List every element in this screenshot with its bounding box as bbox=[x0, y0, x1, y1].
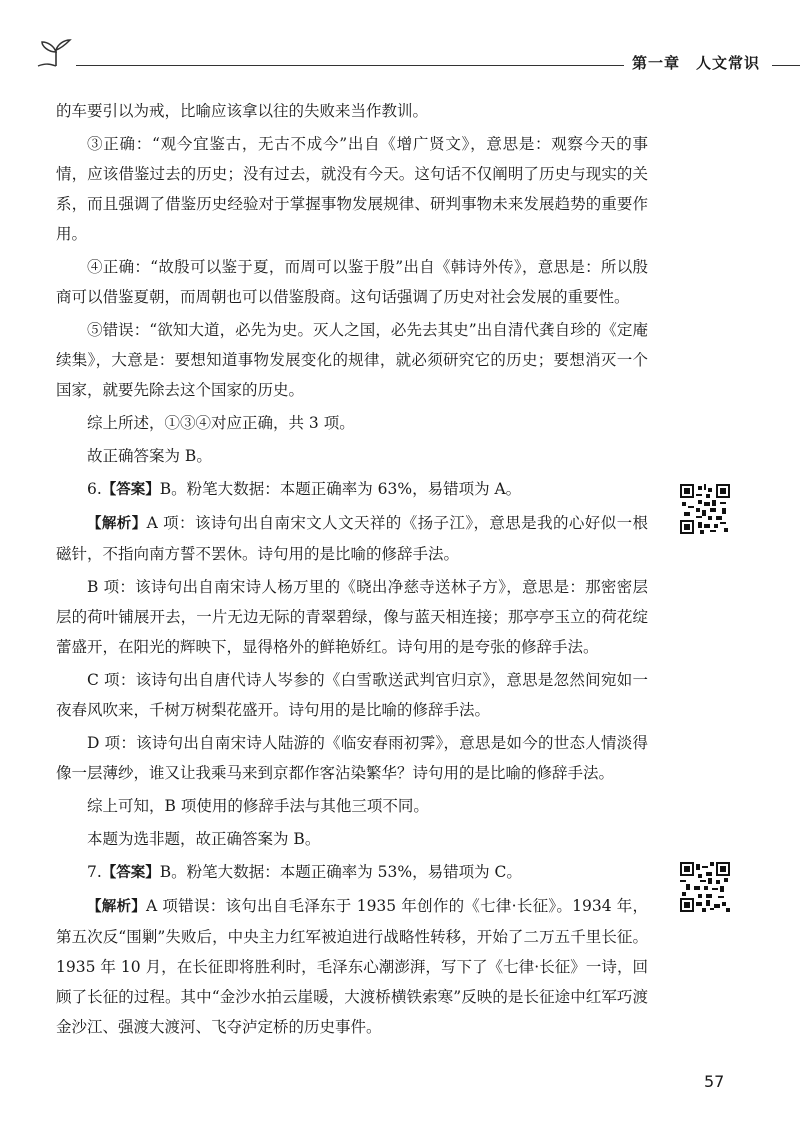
q7-analysis-a-text: A 项错误：该句出自毛泽东于 1935 年创作的《七律·长征》。1934 年，第五次反“围剿”失败后，中央主力红军被迫进行战略性转移，开始了二万五千里长征。1935 年 10 月，在长征即将胜利时，毛泽东心潮澎湃，写下了《七律·长征》一诗，回顾了长征的过程。其中“金沙水拍云崖暖，大渡桥横铁索寒”反映的是长征途中红军巧渡金沙江、强渡大渡河、飞夺泸定桥的历史事件。 bbox=[56, 897, 649, 1036]
chapter-title: 第一章 人文常识 bbox=[632, 54, 761, 72]
paragraph: ③正确：“观今宜鉴古，无古不成今”出自《增广贤文》，意思是：观察今天的事情，应该借鉴过去的历史；没有过去，就没有今天。这句话不仅阐明了历史与现实的关系，而且强调了借鉴历史经验对于掌握事物发展规律、研判事物未来发展趋势的重要作用。 bbox=[56, 135, 648, 243]
q6-number: 6. bbox=[87, 480, 102, 498]
q6-analysis-a-text: A 项：该诗句出自南宋文人文天祥的《扬子江》，意思是我的心好似一根磁针，不指向南方誓不罢休。诗句用的是比喻的修辞手法。 bbox=[56, 514, 649, 563]
page-number: 57 bbox=[704, 1072, 725, 1091]
page-header bbox=[36, 36, 782, 76]
paragraph: ⑤错误：“欲知大道，必先为史。灭人之国，必先去其史”出自清代龚自珍的《定庵续集》，大意是：要想知道事物发展变化的规律，就必须研究它的历史；要想消灭一个国家，就要先除去这个国家的历史。 bbox=[56, 321, 648, 399]
q6-analysis-a bbox=[56, 508, 648, 569]
header-rule-left bbox=[76, 65, 624, 66]
q6-option-d: D 项：该诗句出自南宋诗人陆游的《临安春雨初霁》，意思是如今的世态人情淡得像一层薄纱，谁又让我乘马来到京都作客沾染繁华？诗句用的是比喻的修辞手法。 bbox=[56, 734, 648, 782]
q7-number: 7. bbox=[87, 863, 102, 881]
q6-answer-text: B。粉笔大数据：本题正确率为 63%，易错项为 A。 bbox=[159, 480, 522, 498]
page-content bbox=[56, 96, 648, 1045]
q6-summary: 综上可知，B 项使用的修辞手法与其他三项不同。 bbox=[87, 797, 429, 815]
analysis-tag: 【解析】 bbox=[87, 899, 147, 915]
q6-answer bbox=[56, 474, 648, 505]
q6-final: 本题为选非题，故正确答案为 B。 bbox=[87, 830, 321, 848]
answer-tag: 【答案】 bbox=[101, 865, 160, 881]
q7-answer-text: B。粉笔大数据：本题正确率为 53%，易错项为 C。 bbox=[159, 863, 522, 881]
paragraph: 故正确答案为 B。 bbox=[87, 447, 212, 465]
qr-code-icon[interactable] bbox=[680, 484, 730, 534]
q6-option-b: B 项：该诗句出自南宋诗人杨万里的《晓出净慈寺送林子方》，意思是：那密密层层的荷叶铺展开去，一片无边无际的青翠碧绿，像与蓝天相连接；那亭亭玉立的荷花绽蕾盛开，在阳光的辉映下，显得格外的鲜艳娇红。诗句用的是夸张的修辞手法。 bbox=[56, 578, 648, 656]
answer-tag: 【答案】 bbox=[101, 482, 160, 498]
qr-code-icon[interactable] bbox=[680, 862, 730, 912]
analysis-tag: 【解析】 bbox=[87, 516, 147, 532]
q6-option-c: C 项：该诗句出自唐代诗人岑参的《白雪歌送武判官归京》，意思是忽然间宛如一夜春风吹来，千树万树梨花盛开。诗句用的是比喻的修辞手法。 bbox=[56, 671, 648, 719]
paragraph: 综上所述，①③④对应正确，共 3 项。 bbox=[87, 414, 355, 432]
sprout-logo-icon bbox=[36, 38, 76, 68]
q7-analysis-a bbox=[56, 891, 648, 1042]
header-rule-right bbox=[772, 65, 800, 66]
q7-answer bbox=[56, 857, 648, 888]
paragraph: 的车要引以为戒，比喻应该拿以往的失败来当作教训。 bbox=[56, 102, 429, 120]
paragraph: ④正确：“故殷可以鉴于夏，而周可以鉴于殷”出自《韩诗外传》，意思是：所以殷商可以借鉴夏朝，而周朝也可以借鉴殷商。这句话强调了历史对社会发展的重要性。 bbox=[56, 258, 648, 306]
